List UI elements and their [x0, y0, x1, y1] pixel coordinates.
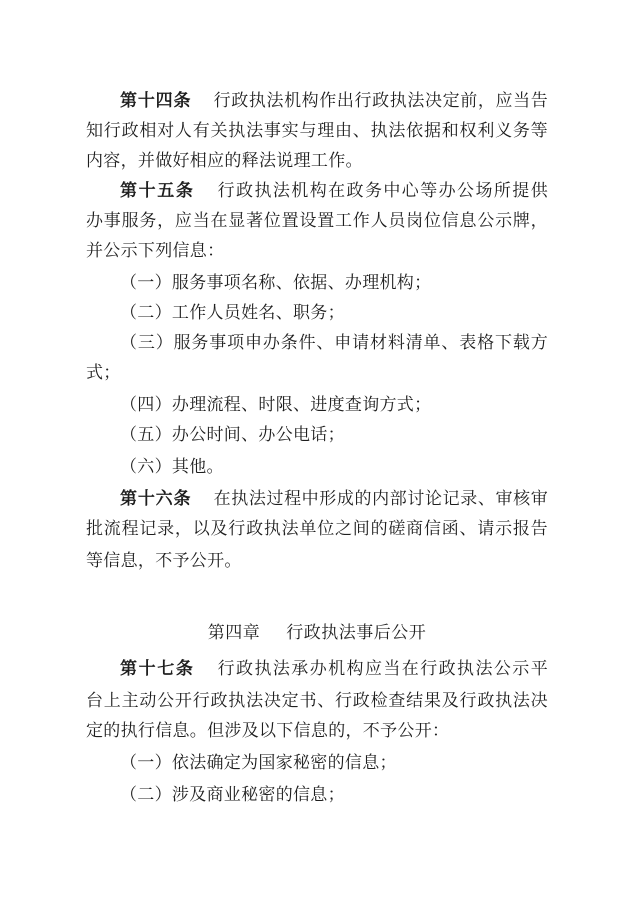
article-17-heading: 第十七条 — [120, 659, 195, 679]
chapter-heading — [0, 618, 634, 648]
article-15-item-6: （六）其他。 — [120, 457, 224, 477]
article-15-line-2: 办事服务，应当在显著位置设置工作人员岗位信息公示牌， — [86, 211, 548, 231]
article-14-heading: 第十四条 — [120, 91, 192, 111]
article-17-item-2: （二）涉及商业秘密的信息； — [120, 785, 345, 805]
article-17-line-3: 定的执行信息。但涉及以下信息的，不予公开： — [86, 721, 450, 741]
article-17-text: 行政执法承办机构应当在行政执法公示平 — [216, 659, 548, 679]
article-14-text: 行政执法机构作出行政执法决定前，应当告 — [213, 91, 548, 111]
article-16-line-1 — [120, 484, 548, 514]
article-14-line-2: 知行政相对人有关执法事实与理由、执法依据和权利义务等 — [86, 121, 548, 141]
article-17-item-1: （一）依法确定为国家秘密的信息； — [120, 753, 397, 773]
article-15-line-3: 并公示下列信息： — [86, 241, 225, 261]
article-16-line-2: 批流程记录，以及行政执法单位之间的磋商信函、请示报告 — [86, 519, 548, 539]
chapter-number: 第四章 — [207, 623, 261, 643]
article-15-item-5: （五）办公时间、办公电话； — [120, 425, 345, 445]
article-15-item-4: （四）办理流程、时限、进度查询方式； — [120, 395, 432, 415]
article-15-item-2: （二）工作人员姓名、职务； — [120, 303, 345, 323]
article-15-item-3-cont: 式； — [86, 363, 121, 383]
article-17-line-1 — [120, 654, 548, 684]
chapter-title: 行政执法事后公开 — [286, 623, 427, 643]
article-17-line-2: 台上主动公开行政执法决定书、行政检查结果及行政执法决 — [86, 691, 548, 711]
article-15-text: 行政执法机构在政务中心等办公场所提供 — [216, 181, 548, 201]
article-15-item-1: （一）服务事项名称、依据、办理机构； — [120, 273, 432, 293]
article-14-line-1 — [120, 86, 548, 116]
article-16-text: 在执法过程中形成的内部讨论记录、审核审 — [213, 489, 548, 509]
article-16-heading: 第十六条 — [120, 489, 192, 509]
article-15-heading: 第十五条 — [120, 181, 195, 201]
article-14-line-3: 内容，并做好相应的释法说理工作。 — [86, 151, 363, 171]
article-16-line-3: 等信息，不予公开。 — [86, 551, 242, 571]
article-15-item-3: （三）服务事项申办条件、申请材料清单、表格下载方 — [120, 333, 548, 353]
article-15-line-1 — [120, 176, 548, 206]
